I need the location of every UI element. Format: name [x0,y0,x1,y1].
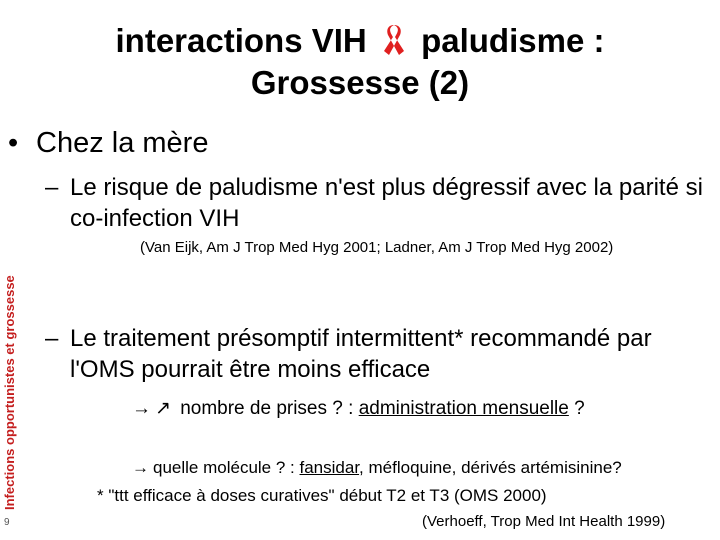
bullet-chez-la-mere [8,127,208,160]
arrow-right-icon: → [132,398,151,419]
reference-2: (Verhoeff, Trop Med Int Health 1999) [422,513,666,530]
title-line-2: Grossesse (2) [250,64,470,101]
sub-item-text: Le traitement présomptif intermittent* recommandé par l'OMS pourrait être moins efficace [70,325,652,383]
title-line-1 [0,20,720,62]
underlined-text: administration mensuelle [358,398,569,419]
detail-text-end: , méfloquine, dérivés artémisinine? [359,458,622,477]
bullet-text: Chez la mère [36,127,209,159]
detail-molecule [132,458,622,478]
title-part-1: interactions VIH [115,22,367,59]
sub-item-risque [45,172,705,234]
arrow-up-right-icon: ↗ [155,398,171,419]
dash-icon: – [45,174,59,201]
detail-text-end: ? [574,398,585,419]
detail-text: nombre de prises ? : [180,398,354,419]
detail-text: quelle molécule ? : [153,458,295,477]
dash-icon: – [45,325,59,352]
title-part-2: paludisme : [421,22,605,59]
arrow-right-icon: → [132,458,149,477]
detail-nombre-prises [132,397,585,420]
awareness-ribbon-icon [380,22,408,58]
slide-title [0,20,720,104]
sub-item-text: Le risque de paludisme n'est plus dégressif avec la parité si co-infection VIH [70,174,703,232]
sidebar-vertical-label: Infections opportunistes et grossesse [2,275,17,510]
page-number: 9 [4,517,10,528]
bullet-icon: • [8,127,19,159]
reference-1: (Van Eijk, Am J Trop Med Hyg 2001; Ladner, Am J Trop Med Hyg 2002) [140,239,614,256]
footnote: * "ttt efficace à doses curatives" début T2 et T3 (OMS 2000) [97,486,547,505]
sub-item-traitement [45,323,705,385]
underlined-text: fansidar [299,458,360,477]
